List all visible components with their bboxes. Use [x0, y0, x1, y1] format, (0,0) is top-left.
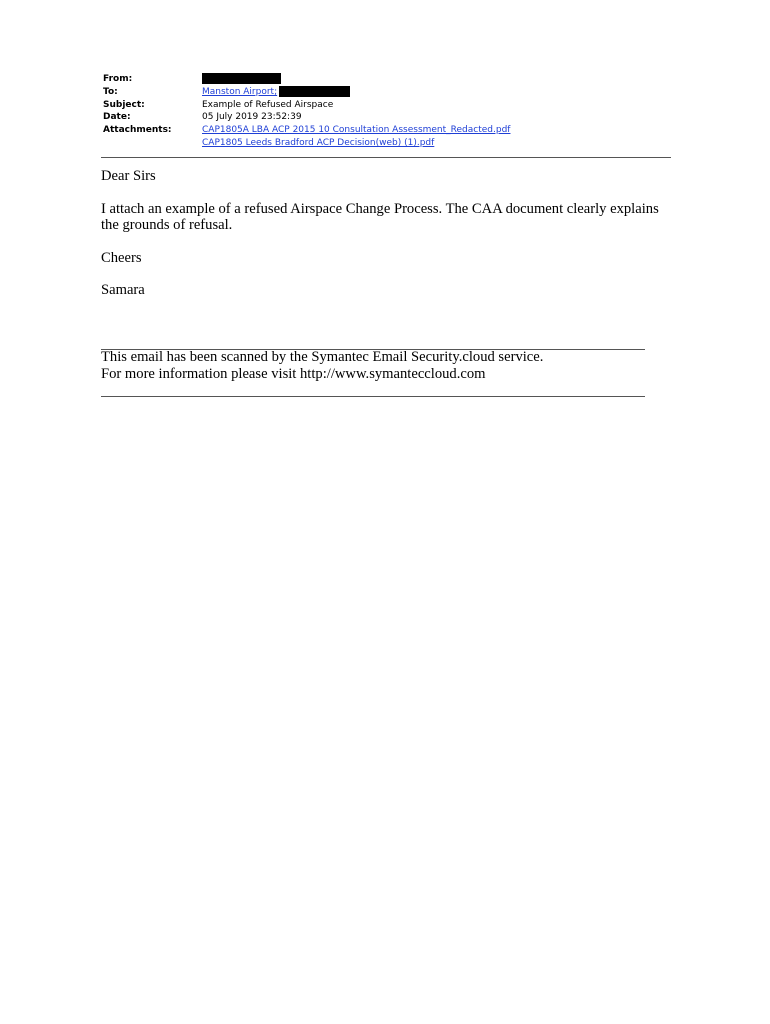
footer-line: For more information please visit http://www.symanteccloud.com	[101, 366, 486, 382]
date-value: 05 July 2019 23:52:39	[202, 112, 302, 123]
subject-value: Example of Refused Airspace	[202, 99, 334, 110]
email-body	[101, 168, 661, 315]
body-paragraph: I attach an example of a refused Airspace Change Process. The CAA document clearly explains the grounds of refusal.	[101, 200, 659, 233]
date-label: Date:	[103, 112, 131, 123]
subject-row	[103, 99, 703, 112]
footer-divider-bottom	[101, 396, 645, 397]
security-footer	[101, 349, 661, 383]
attachments-label: Attachments:	[103, 125, 172, 136]
redaction-box	[279, 86, 350, 97]
signoff: Cheers	[101, 249, 142, 266]
from-label: From:	[103, 74, 133, 84]
footer-line: This email has been scanned by the Symantec Email Security.cloud service.	[101, 349, 544, 365]
attachment-link[interactable]: CAP1805 Leeds Bradford ACP Decision(web) (1).pdf	[202, 137, 435, 148]
date-row	[103, 111, 703, 124]
redaction-box	[202, 73, 281, 84]
subject-label: Subject:	[103, 99, 145, 110]
signature: Samara	[101, 282, 145, 298]
attachments-list	[202, 124, 703, 150]
to-recipient-link[interactable]: Manston Airport;	[202, 86, 278, 97]
from-row	[103, 73, 703, 86]
greeting: Dear Sirs	[101, 168, 156, 184]
to-value	[202, 86, 703, 99]
attachment-link[interactable]: CAP1805A LBA ACP 2015 10 Consultation Assessment_Redacted.pdf	[202, 125, 511, 136]
attachments-row	[103, 124, 703, 150]
to-label: To:	[103, 86, 118, 97]
to-row	[103, 86, 703, 99]
from-value	[202, 73, 703, 86]
email-header	[103, 73, 703, 150]
header-divider	[101, 157, 671, 158]
